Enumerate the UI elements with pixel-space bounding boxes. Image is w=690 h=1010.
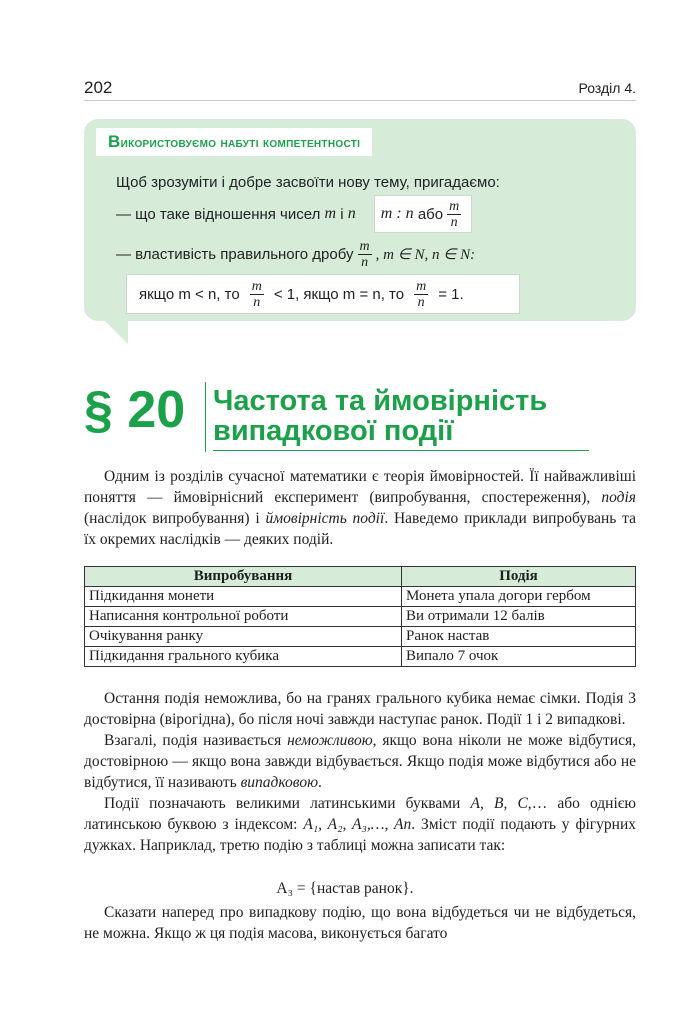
table-header-trial: Випробування (85, 567, 402, 587)
page-number: 202 (84, 78, 113, 97)
section-divider (205, 382, 206, 452)
chapter-label: Розділ 4. (578, 80, 636, 96)
section-underline (213, 450, 589, 451)
table-header-event: Подія (402, 567, 636, 587)
reminder-line-ratio: — що таке відношення чисел m і n m : n або $\frac{m}{n}$ (116, 194, 472, 234)
page-header (84, 78, 636, 101)
body-text (84, 688, 636, 856)
event-formula: A₃ = {настав ранок}. (276, 880, 414, 897)
reminder-intro: Щоб зрозуміти і добре засвоїти нову тему, пригадаємо: (116, 174, 500, 191)
reminder-title: Використовуємо набуті компетентності (108, 132, 361, 151)
paragraph-random-event: Сказати наперед про випадкову подію, що вона відбудеться чи не відбудеться, не можна. Якщо ж ця подія масова, виконується багато (84, 904, 636, 942)
paragraph-notation: Події позначають великими латинськими буквами A, B, C,… або однією латинською буквою з індексом: A₁, A₂, A₃,…, An. Зміст події подають у фігурних дужках. Наприклад, третю подію з таблиці можна записати так: (84, 795, 637, 854)
reminder-line-proper-fraction: — властивість правильного дробу $\frac{m}{n}$ , m ∈ N, n ∈ N: (116, 238, 476, 270)
section-number: § 20 (84, 381, 186, 439)
table-row: Підкидання монети Монета упала догори гербом (85, 587, 636, 607)
examples-table (84, 566, 636, 667)
table-header-row (85, 567, 636, 587)
bubble-tail (84, 300, 128, 344)
ratio-box: m : n або $\frac{m}{n}$ (374, 195, 472, 233)
reminder-title-tab (96, 128, 372, 156)
table-row: Підкидання грального кубика Випало 7 очок (85, 647, 636, 667)
fraction-rule-box: якщо m < n, то $\frac{m}{n}$ < 1, якщо m = n, то $\frac{m}{n}$ = 1. (126, 274, 520, 314)
paragraph-event-types: Взагалі, подія називається неможливою, якщо вона ніколи не може відбутися, достовірною — якщо вона завжди відбувається. Якщо подія може відбутися або не відбутися, її називають випадковою. (84, 732, 636, 791)
section-title: Частота та ймовірність випадкової події (213, 385, 548, 447)
table-row: Очікування ранку Ранок настав (85, 627, 636, 647)
paragraph-impossible-event: Остання подія неможлива, бо на гранях грального кубика немає сімки. Подія 3 достовірна (вірогідна), бо після ночі завжди наступає ранок. Події 1 і 2 випадкові. (84, 690, 636, 728)
table-row: Написання контрольної роботи Ви отримали 12 балів (85, 607, 636, 627)
intro-paragraph: Одним із розділів сучасної математики є теорія ймовірностей. Її найважливіші поняття — ймовірнісний експеримент (випробування, спостереження), подія (наслідок випробування) і ймовірність події. Наведемо приклади випробувань та їх окремих наслідків — деяких подій. (84, 468, 636, 548)
